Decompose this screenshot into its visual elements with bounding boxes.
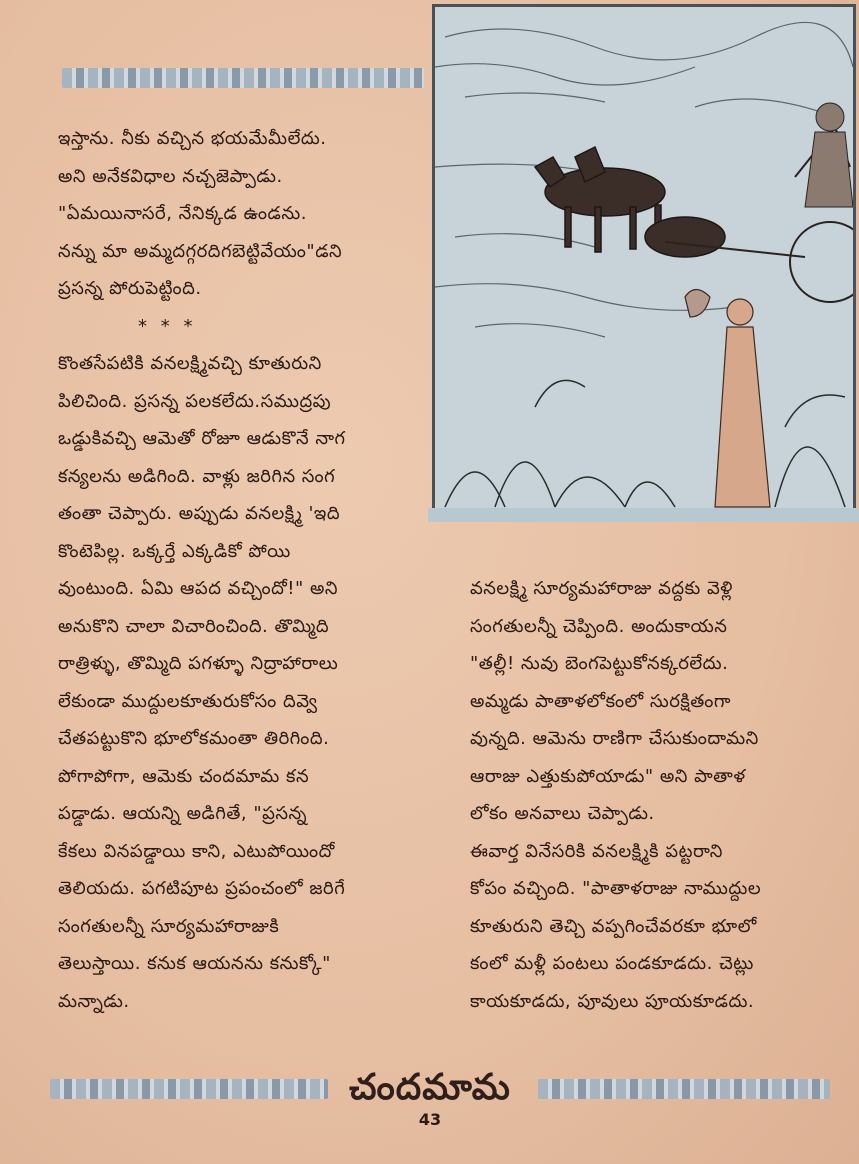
text-line: వుంటుంది. ఏమి ఆపద వచ్చిందో!" అని [58, 578, 339, 599]
section-divider-stars: * * * [138, 315, 197, 337]
text-line: "తల్లీ! నువు బెంగపెట్టుకోనక్కరలేదు. [470, 653, 729, 674]
text-line: పడ్డాడు. ఆయన్ని అడిగితే, "ప్రసన్న [58, 803, 308, 824]
text-line: కొంతసేపటికి వనలక్ష్మివచ్చి కూతురుని [58, 353, 322, 374]
text-line: ఆరాజు ఎత్తుకుపోయాడు" అని పాతాళ [470, 765, 746, 787]
text-line: కన్యలను అడిగింది. వాళ్లు జరిగిన సంగ [58, 465, 336, 487]
chariot-scene-image [435, 7, 853, 515]
text-line: సంగతులన్నీ చెప్పింది. అందుకాయన [470, 615, 728, 637]
text-line: ఇస్తాను. నీకు వచ్చిన భయమేమీలేదు. [58, 128, 327, 149]
text-line: తెలియదు. పగటిపూట ప్రపంచంలో జరిగే [58, 878, 346, 899]
text-line: కాయకూడదు, పూవులు పూయకూడదు. [470, 990, 755, 1012]
text-line: కంలో మళ్లీ పంటలు పండకూడదు. చెట్లు [470, 953, 754, 974]
text-line: పిలిచింది. ప్రసన్న పలకలేదు.సముద్రపు [58, 390, 332, 412]
text-line: కోపం వచ్చింది. "పాతాళరాజు నాముద్దుల [470, 878, 762, 899]
text-line: లోకం అనవాలు చెప్పాడు. [470, 803, 655, 824]
text-line: రాత్రిళ్ళు, తొమ్మిది పగళ్ళూ నిద్రాహారాలు [58, 653, 339, 674]
text-line: లేకుండా ముద్దులకూతురుకోసం దివ్వె [58, 690, 318, 712]
bottom-left-ornament-border [50, 1079, 328, 1099]
text-line: ఒడ్డుకివచ్చి ఆమెతో రోజూ ఆడుకొనే నాగ [58, 428, 346, 449]
text-line: తెలుస్తాయి. కనుక ఆయనను కనుక్కో" [58, 953, 331, 974]
text-line: వున్నది. ఆమెను రాణిగా చేసుకుందామని [470, 728, 759, 749]
story-illustration [432, 4, 856, 518]
text-line: ఈవార్త వినేసరికి వనలక్ష్మికి పట్టరాని [470, 840, 723, 862]
bottom-right-ornament-border [538, 1079, 830, 1099]
page-number: 43 [418, 1110, 442, 1129]
text-line: చేతపట్టుకొని భూలోకమంతా తిరిగింది. [58, 728, 330, 749]
text-line: కూతురుని తెచ్చి వప్పగించేవరకూ భూలో [470, 915, 757, 937]
text-line: ప్రసన్న పోరుపెట్టింది. [58, 278, 202, 299]
text-line: నన్ను మా అమ్మదగ్గరదిగబెట్టివేయం"డని [58, 240, 343, 262]
text-line: పోగాపోగా, ఆమెకు చందమామ కన [58, 765, 310, 787]
text-line: అని అనేకవిధాల నచ్చజెప్పాడు. [58, 165, 283, 187]
text-line: వనలక్ష్మి సూర్యమహారాజు వద్దకు వెళ్లి [470, 578, 733, 599]
text-line: అమ్మడు పాతాళలోకంలో సురక్షితంగా [470, 690, 732, 712]
text-line: తంతా చెప్పారు. అప్పుడు వనలక్ష్మి 'ఇది [58, 503, 341, 524]
text-line: మన్నాడు. [58, 990, 130, 1012]
right-text-column [470, 570, 840, 1020]
top-ornament-border [62, 68, 424, 88]
illustration-frame-strip [428, 508, 859, 522]
text-line: కొంటెపిల్ల. ఒక్కర్తే ఎక్కడికో పోయి [58, 540, 291, 562]
text-line: అనుకొని చాలా విచారించింది. తొమ్మిది [58, 615, 330, 637]
text-line: కేకలు వినపడ్డాయి కాని, ఎటుపోయిందో [58, 840, 335, 862]
magazine-masthead: చందమామ [349, 1066, 511, 1108]
left-text-column [58, 120, 430, 1020]
text-line: సంగతులన్నీ సూర్యమహారాజుకి [58, 915, 280, 937]
text-line: "ఏమయినాసరే, నేనిక్కడ ఉండను. [58, 203, 307, 224]
